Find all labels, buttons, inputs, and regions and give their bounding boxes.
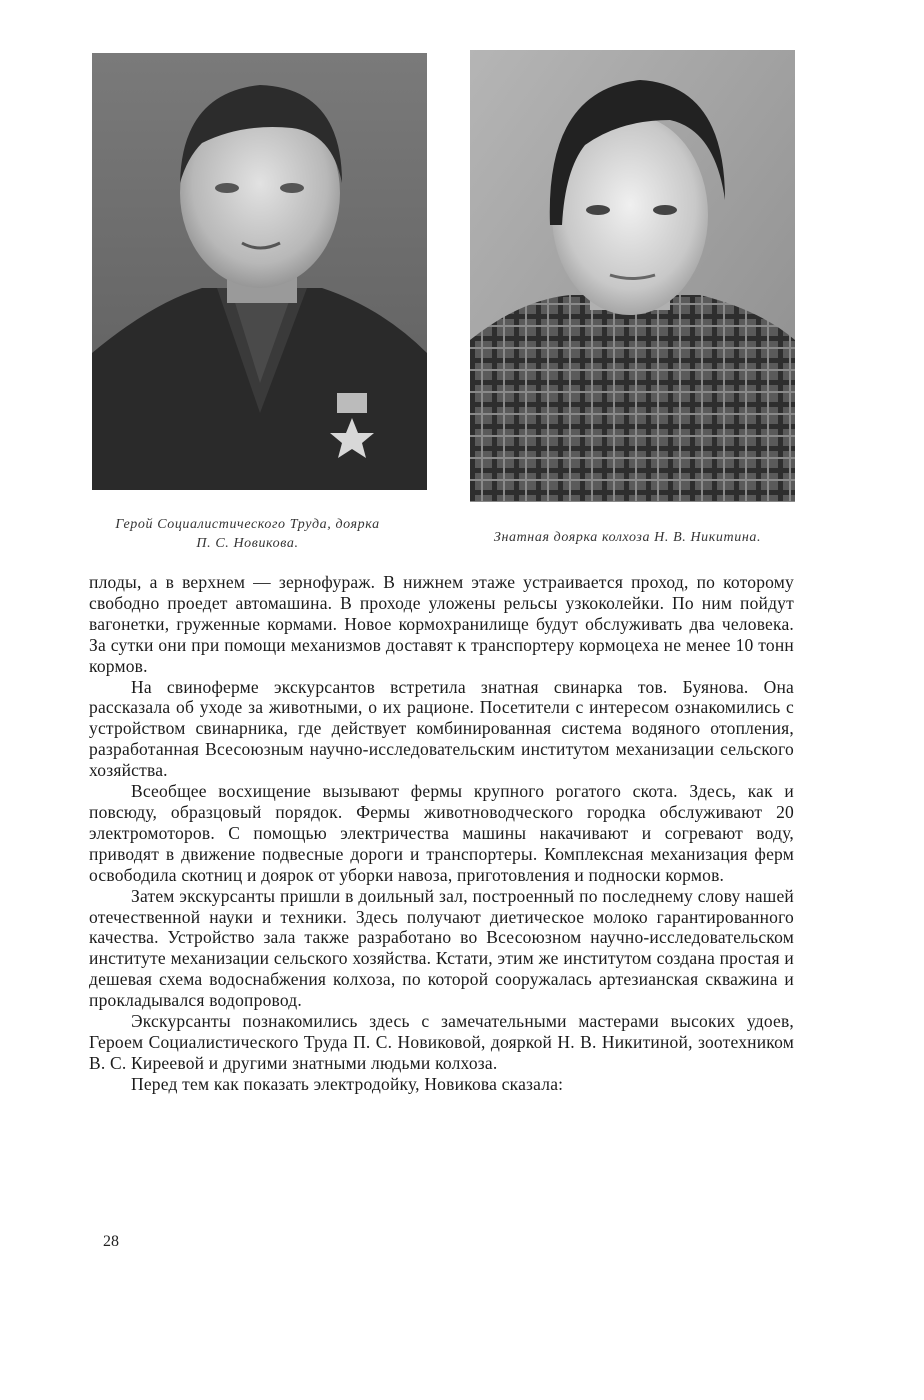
portrait-photo-novikova xyxy=(92,53,427,490)
paragraph: Затем экскурсанты пришли в доильный зал, построенный по последнему слову нашей отечественной науки и техники. Здесь получают диетическое молоко гарантированного качества. Устройство зала также разработано во Всесоюзном научно-исследовательском институте механизации сельского хозяйства. Кстати, этим же институтом создана простая и дешевая схема водоснабжения колхоза, по которой сооружалась артезианская скважина и прокладывался водопровод. xyxy=(89,885,794,1011)
portrait-nikitina-image xyxy=(470,50,795,502)
caption-novikova-line1: Герой Социалистического Труда, доярка xyxy=(115,517,380,532)
article-body xyxy=(89,572,794,1095)
portrait-photo-nikitina xyxy=(470,50,795,502)
caption-novikova-line2: П. С. Новикова. xyxy=(196,536,299,551)
paragraph: Всеобщее восхищение вызывают фермы крупного рогатого скота. Здесь, как и повсюду, образцовый порядок. Фермы животноводческого городка обслуживают 20 электромоторов. С помощью электричества машины накачивают и согревают воду, приводят в движение подвесные дороги и транспортеры. Комплексная механизация ферм освободила скотниц и доярок от уборки навоза, приготовления и подноски кормов. xyxy=(89,781,794,885)
paragraph: Экскурсанты познакомились здесь с замечательными мастерами высоких удоев, Героем Социалистического Труда П. С. Новиковой, дояркой Н. В. Никитиной, зоотехником В. С. Киреевой и другими знатными людьми колхоза. xyxy=(89,1011,794,1073)
paragraph: Перед тем как показать электродойку, Новикова сказала: xyxy=(131,1073,564,1094)
paragraph: На свиноферме экскурсантов встретила знатная свинарка тов. Буянова. Она рассказала об уходе за животными, о их рационе. Посетители с интересом ознакомились с устройством свинарника, где действует комбинированная система водяного отопления, разработанная Всесоюзным научно-исследовательским институтом механизации сельского хозяйства. xyxy=(89,676,794,781)
caption-nikitina: Знатная доярка колхоза Н. В. Никитина. xyxy=(493,530,762,545)
page-number: 28 xyxy=(103,1233,119,1250)
caption-novikova xyxy=(70,515,425,553)
portrait-novikova-image xyxy=(92,53,427,490)
paragraph: плоды, а в верхнем — зернофураж. В нижнем этаже устраивается проход, по которому свободно проедет автомашина. В проходе уложены рельсы узкоколейки. По ним пойдут вагонетки, груженные кормами. Новое кормохранилище будут обслуживать два человека. За сутки они при помощи механизмов доставят к транспортеру кормоцеха не менее 10 тонн кормов. xyxy=(89,572,794,676)
